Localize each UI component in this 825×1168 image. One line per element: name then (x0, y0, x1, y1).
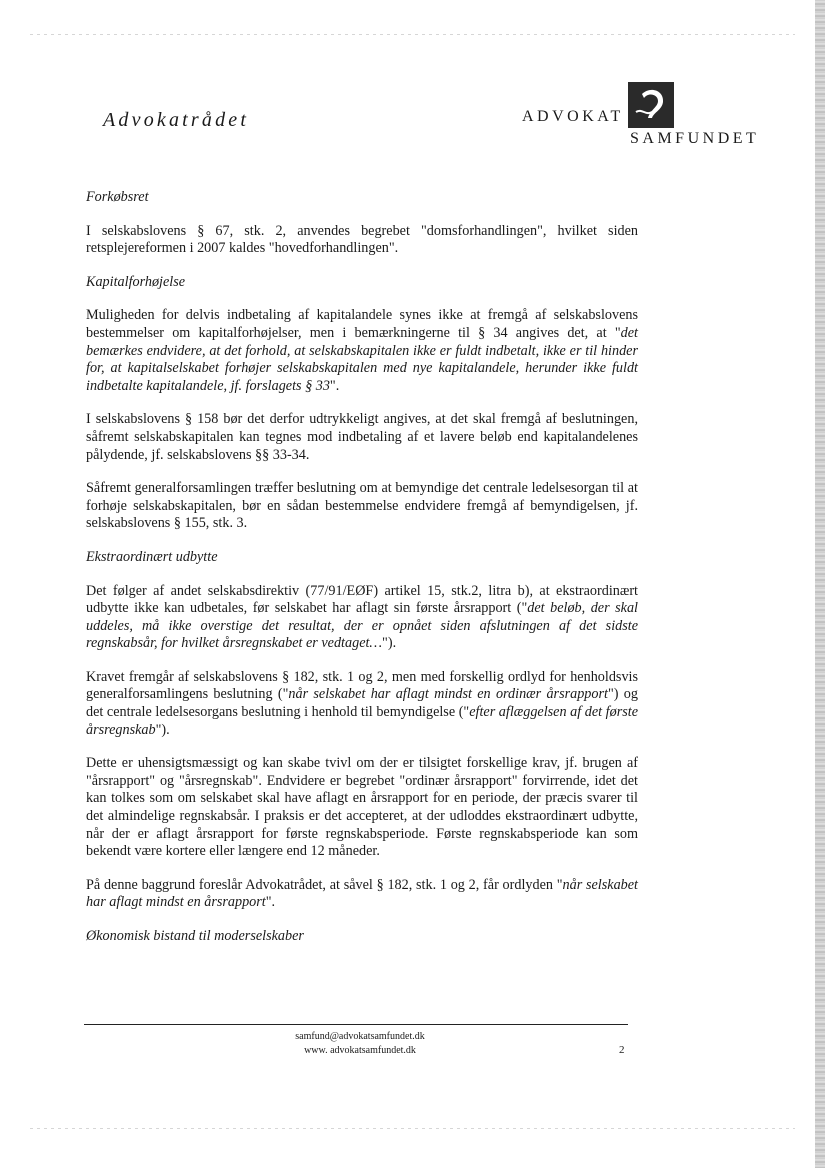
paragraph-uhensigtsmaessigt: Dette er uhensigtsmæssigt og kan skabe tvivl om der er tilsigtet forskellige krav, jf. brugen af "årsrapport" og "årsregnskab". Endvidere er begrebet "ordinær årsrapport" forvirrende, idet det kan tolkes som om selskabet skal have aflagt en årsrapport for en periode, der præcis svarer til det almindelige regnskabsår. I praksis er det accepteret, at der udloddes ekstraordinært udbytte, når der er aflagt årsrapport for første regnskabsperiode. Første regnskabsperiode kan som bekendt være kortere eller længere end 12 måneder. (86, 755, 638, 860)
logo-emblem-icon (628, 82, 674, 128)
footer-email: samfund@advokatsamfundet.dk (295, 1031, 425, 1042)
paragraph-forkobsret: I selskabslovens § 67, stk. 2, anvendes begrebet "domsforhandlingen", hvilket siden retsplejereformen i 2007 kaldes "hovedforhandlingen". (86, 222, 638, 257)
scan-artifact-top (30, 34, 795, 35)
quote-forslag: når selskabet har aflagt mindst en årsrapport (86, 876, 638, 911)
quote-direktiv: det beløb, der skal uddeles, må ikke overstige det resultat, der er opnået siden afslutningen af det sidste regnskabsår, for hvilket årsregnskabet er vedtaget… (86, 600, 638, 652)
letter-body (86, 189, 638, 962)
section-heading-okonomisk-bistand: Økonomisk bistand til moderselskaber (86, 928, 304, 944)
paragraph-bemyndigelse: Såfremt generalforsamlingen træffer beslutning om at bemyndige det centrale ledelsesorgan til at forhøje selskabskapitalen, bør en sådan bestemmelse endvidere fremgå af bemyndigelsen, jf. selskabslovens § 155, stk. 3. (86, 480, 638, 532)
section-heading-kapitalforhojelse: Kapitalforhøjelse (86, 273, 186, 290)
scan-edge (815, 0, 825, 1168)
paragraph-paragraf-182: Kravet fremgår af selskabslovens § 182, stk. 1 og 2, men med forskellig ordlyd for henholdsvis generalforsamlingens beslutning ("når selskabet har aflagt mindst en ordinær årsrapport") og det centrale ledelsesorgans beslutning i henhold til bemyndigelse ("efter aflæggelsen af det første årsregnskab"). (86, 668, 638, 738)
quote-ledelsesorgan: efter aflæggelsen af det første årsregnskab (86, 704, 638, 738)
section-heading-forkobsret: Forkøbsret (86, 189, 149, 205)
advokatraadet-title: Advokatrådet (103, 109, 250, 131)
footer-contact (200, 1030, 520, 1058)
footer-website: www. advokatsamfundet.dk (304, 1045, 416, 1056)
advokatsamfundet-logo (522, 82, 772, 152)
footer-divider (84, 1024, 628, 1025)
quote-bemaerkninger: det bemærkes endvidere, at det forhold, at selskabskapitalen ikke er fuldt indbetalt, ikke er til hinder for, at kapitalselskabet forhøjer selskabskapitalen med nye kapitalandele, herunder ikke fuldt indbetalte kapitalandele, jf. forslagets § 33 (86, 324, 638, 394)
section-heading-ekstraordinaert-udbytte: Ekstraordinært udbytte (86, 548, 218, 565)
paragraph-delvis-indbetaling: Muligheden for delvis indbetaling af kapitalandele synes ikke at fremgå af selskabslovens bestemmelser om kapitalforhøjelser, men i bemærkningerne til § 34 angives det, at "det bemærkes endvidere, at det forhold, at selskabskapitalen ikke er fuldt indbetalt, ikke er til hinder for, at kapitalselskabet forhøjer selskabskapitalen med nye kapitalandele, herunder ikke fuldt indbetalte kapitalandele, jf. forslagets § 33". (86, 307, 638, 394)
page-number: 2 (619, 1044, 625, 1056)
quote-generalforsamling: når selskabet har aflagt mindst en ordinær årsrapport (288, 686, 608, 703)
paragraph-selskabsdirektiv: Det følger af andet selskabsdirektiv (77/91/EØF) artikel 15, stk.2, litra b), at ekstraordinært udbytte ikke kan udbetales, før selskabet har aflagt sin første årsrapport ("det beløb, der skal uddeles, må ikke overstige det resultat, der er opnået siden afslutningen af det sidste regnskabsår, for hvilket årsregnskabet er vedtaget…"). (86, 582, 638, 652)
logo-text-bottom: SAMFUNDET (630, 130, 760, 147)
paragraph-forslag: På denne baggrund foreslår Advokatrådet, at såvel § 182, stk. 1 og 2, får ordlyden "når selskabet har aflagt mindst en årsrapport". (86, 876, 638, 911)
paragraph-paragraf-158: I selskabslovens § 158 bør det derfor udtrykkeligt angives, at det skal fremgå af beslutningen, såfremt selskabskapitalen kan tegnes mod indbetaling af et lavere beløb end kapitalandelenes pålydende, jf. selskabslovens §§ 33-34. (86, 411, 638, 463)
logo-text-top: ADVOKAT (522, 108, 624, 125)
scan-artifact-bottom (30, 1128, 795, 1129)
